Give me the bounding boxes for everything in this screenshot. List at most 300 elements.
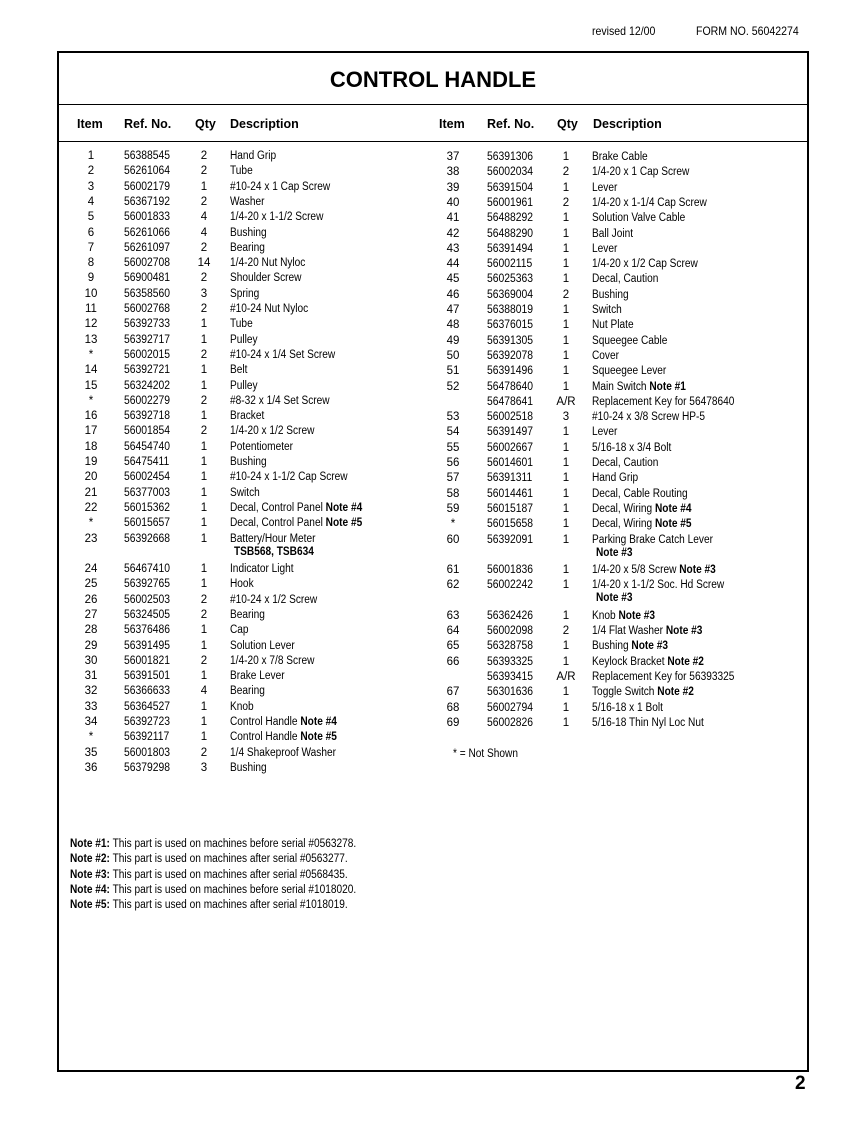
table-row [59,670,799,685]
item-number: 1 [87,150,95,162]
item-number: 30 [84,654,98,667]
table-row [59,227,799,242]
ref-number: 56002015 [124,348,171,361]
table-row [59,425,799,440]
note-reference: Note #5 [325,517,363,530]
ref-number: 56391497 [487,426,534,439]
ref-number: 56392117 [124,731,170,744]
ref-number: 56392765 [124,578,171,591]
quantity: 14 [197,257,211,270]
table-row [59,593,799,608]
note-reference: Note #3 [618,609,656,622]
quantity: 3 [562,411,570,424]
item-number: 24 [84,563,98,575]
item-number: 22 [84,501,98,514]
quantity: 4 [200,211,208,224]
ref-number: 56392733 [124,318,171,331]
description-text: 1/4-20 x 5/8 Screw [592,564,677,576]
item-number: 47 [446,304,460,316]
table-row [59,639,799,654]
description-text: Keylock Bracket [592,655,665,668]
note-reference: Note #4 [655,502,692,515]
quantity: 1 [562,304,570,316]
item-number: 49 [446,334,460,347]
ref-number: 56367192 [124,195,171,208]
table-row [59,196,799,211]
item-number: 57 [446,472,460,485]
item-number: 43 [446,242,460,255]
footnote [70,884,356,896]
description [592,242,617,257]
description-text: Brake Cable [592,151,648,163]
ref-number: 56393415 [487,671,534,683]
description-text: Tube [230,165,253,178]
ref-number: 56001854 [124,425,171,438]
quantity: 2 [200,394,208,407]
ref-number: 56391306 [487,151,534,163]
quantity: 2 [562,196,570,209]
ref-number: 56015362 [124,501,171,514]
ref-number: 56454740 [124,440,171,453]
ref-number: 56391496 [487,365,534,378]
quantity: 1 [562,472,570,485]
ref-number: 56002115 [487,258,533,271]
note-reference: Note #5 [300,731,337,744]
description-text: #10-24 x 1/2 Screw [230,593,318,606]
ref-number: 56324202 [124,379,171,392]
description-text: Knob [230,700,254,713]
description [592,395,734,410]
table-row [59,380,799,395]
description-text: Lever [592,242,618,255]
note-reference: Note #3 [679,564,716,576]
item-number: 6 [87,226,95,239]
ref-number: 56025363 [487,273,534,286]
item-number: 19 [84,456,98,468]
ref-number: 56377003 [124,486,171,499]
item-number: 62 [446,579,460,592]
description-text: Decal, Wiring [592,518,653,531]
table-row [59,609,799,624]
item-number: 36 [84,761,98,774]
quantity: 3 [200,761,208,774]
description [592,380,686,395]
quantity: 1 [200,364,208,377]
description [592,471,638,486]
quantity: 1 [562,212,570,225]
table-row [59,533,799,548]
table-row [59,364,799,379]
description-text: Cap [230,624,249,637]
description [592,303,622,318]
item-number: 8 [87,257,95,270]
description [592,456,658,471]
ref-number: 56001961 [487,196,534,209]
ref-number: 56002242 [487,579,534,592]
quantity: 1 [562,609,570,622]
description-text: Bearing [230,608,265,621]
ref-number: 56014461 [487,487,534,500]
quantity: 1 [562,655,570,668]
quantity: 1 [200,578,208,591]
quantity: 2 [562,166,570,179]
ref-number: 56488292 [487,212,534,225]
item-number: 55 [446,441,460,454]
description-text: Toggle Switch [592,686,655,699]
description-text: 1/4-20 x 1/2 Screw [230,425,315,438]
description-text: Knob [592,609,616,622]
table-row [59,563,799,578]
ref-number: 56392091 [487,533,534,546]
ref-number: 56015658 [487,518,534,531]
description [592,165,689,180]
ref-number: 56391495 [124,639,171,652]
description [592,609,655,624]
item-number: 69 [446,716,460,729]
column-header-item: Item [77,117,103,131]
column-header-qty-right: Qty [557,117,578,131]
description [592,670,734,685]
ref-number: 56015657 [124,517,171,530]
ref-number: 56366633 [124,685,171,698]
description [592,655,704,670]
quantity: 2 [200,593,208,606]
ref-number: 56391504 [487,181,534,194]
description-text: #10-24 x 1-1/2 Cap Screw [230,471,348,484]
item-number: 54 [446,426,460,439]
description [592,196,707,211]
quantity: 1 [200,410,208,423]
table-row [59,578,799,593]
column-header-description: Description [230,117,299,131]
description-text: Bushing [592,640,629,653]
ref-number: 56364527 [124,700,171,713]
description-text: Bearing [230,685,265,698]
ref-number: 56002794 [487,701,534,714]
table-row [59,165,799,180]
quantity: 2 [200,150,208,162]
description-text: Solution Lever [230,639,295,652]
description-text: Nut Plate [592,319,634,332]
ref-number: 56392668 [124,532,171,545]
item-number: 58 [446,487,460,500]
item-number: 12 [84,318,98,331]
description-text: Bushing [230,761,267,774]
footnote-text: This part is used on machines before serial #0563278. [112,838,357,850]
quantity: 1 [562,533,570,546]
description [592,685,694,700]
item-number: 5 [87,211,95,224]
ref-number: 56478640 [487,380,534,393]
quantity: 2 [200,608,208,621]
description-text: Bushing [230,456,267,468]
quantity: 1 [562,518,570,531]
item-number: 46 [446,288,460,301]
description-text: Washer [230,195,265,208]
quantity: 2 [200,241,208,254]
ref-number: 56002503 [124,593,171,606]
table-row [59,272,799,287]
item-number: 3 [87,180,95,193]
description [592,211,685,226]
quantity: 1 [562,334,570,347]
description-text: Switch [592,304,622,316]
ref-number: 56393325 [487,655,534,668]
description [592,441,671,456]
ref-number: 56002708 [124,257,171,270]
description-text: Pulley [230,333,258,346]
quantity: 1 [200,700,208,713]
ref-number: 56392078 [487,349,534,362]
item-number: 32 [84,685,98,698]
ref-number: 56001833 [124,211,171,224]
quantity: 1 [200,624,208,637]
table-row [59,456,799,471]
ref-number: 56379298 [124,761,171,774]
description-text: Bushing [592,288,629,301]
parts-list-frame [57,51,809,1072]
item-number: 10 [84,287,98,300]
item-number: 11 [85,303,97,315]
quantity: 2 [200,272,208,285]
quantity: 1 [562,181,570,194]
item-number: 21 [84,486,98,499]
description [592,150,648,165]
item-number: * [88,348,94,361]
description-text: #10-24 Nut Nyloc [230,303,309,315]
ref-number: 56392717 [124,333,171,346]
table-row [59,502,799,517]
note-reference: Note #1 [649,380,686,393]
table-row [59,349,799,364]
quantity: 1 [562,227,570,240]
quantity: 2 [562,288,570,301]
item-number: 42 [446,227,460,240]
quantity: 2 [200,425,208,438]
quantity: 3 [200,287,208,300]
ref-number: 56261064 [124,165,171,178]
table-row [59,761,799,776]
footnote-text: This part is used on machines after serial #0568435. [112,868,348,881]
description-text: Replacement Key for 56393325 [592,671,735,683]
description-continuation: TSB568, TSB634 [234,545,314,558]
item-number: 15 [84,379,98,392]
description-text: 1/4-20 Nut Nyloc [230,257,306,270]
quantity: 1 [200,318,208,331]
note-reference: Note #3 [665,625,703,638]
ref-number: 56002179 [124,180,171,193]
item-number: 18 [84,440,98,453]
description [592,410,705,425]
description-text: Main Switch [592,380,647,393]
footnote [70,899,348,911]
description-text: Squeegee Lever [592,365,667,378]
ref-number: 56261097 [124,241,171,254]
table-row [59,685,799,700]
description-text: Decal, Caution [592,273,659,286]
item-number: 64 [446,625,460,638]
description [592,624,702,639]
description-text: Tube [230,318,253,331]
description-text: Decal, Cable Routing [592,487,688,500]
description [592,349,619,364]
ref-number: 56001821 [124,654,171,667]
item-number: 31 [84,670,98,683]
description [592,334,667,349]
quantity: 1 [200,517,208,530]
item-number: 45 [446,273,460,286]
item-number: 68 [446,701,460,714]
ref-number: 56391305 [487,334,534,347]
title-divider [59,104,807,105]
item-number: 16 [84,410,98,423]
ref-number: 56475411 [124,456,170,468]
description-text: Belt [230,364,248,377]
footnote [70,838,356,850]
quantity: 1 [562,349,570,362]
item-number: 34 [84,716,98,728]
description-text: Hand Grip [592,472,639,485]
description [592,487,688,502]
table-row [59,655,799,670]
ref-number: 56358560 [124,287,171,300]
description [592,502,692,517]
item-number: * [88,731,94,744]
quantity: 2 [200,195,208,208]
description-text: Spring [230,287,260,300]
description-text: Battery/Hour Meter [230,532,316,545]
table-row [59,730,799,745]
quantity: 1 [200,670,208,683]
ref-number: 56002667 [487,441,534,454]
description-continuation: Note #3 [596,592,633,605]
item-number: 40 [446,196,460,209]
ref-number: 56001836 [487,564,534,576]
footnote [70,853,348,865]
quantity: 1 [562,273,570,286]
ref-number: 56392721 [124,364,171,377]
quantity: 4 [200,685,208,698]
item-number: 38 [446,166,460,179]
description-text: 1/4-20 x 1-1/4 Cap Screw [592,196,707,209]
quantity: 1 [562,502,570,515]
quantity: 2 [200,654,208,667]
ref-number: 56369004 [487,288,534,301]
description [230,761,267,776]
ref-number: 56002518 [487,411,534,424]
item-number: 63 [446,609,460,622]
description-text: Replacement Key for 56478640 [592,395,735,408]
quantity: 2 [200,746,208,759]
description-text: Lever [592,426,618,439]
quantity: 1 [200,639,208,652]
ref-number: 56391501 [124,670,171,683]
ref-number: 56002768 [124,303,171,315]
table-row [59,288,799,303]
page-title: CONTROL HANDLE [329,67,537,92]
ref-number: 56376015 [487,319,534,332]
ref-number: 56392718 [124,410,171,423]
not-shown-legend: * = Not Shown [453,748,518,760]
quantity: 1 [562,258,570,271]
ref-number: 56328758 [487,640,534,653]
footnote-text: This part is used on machines after serial #1018019. [112,899,348,912]
description [592,318,634,333]
description-text: 1/4 Shakeproof Washer [230,746,336,759]
ref-number: 56261066 [124,226,171,239]
description-text: Ball Joint [592,227,634,240]
note-reference: Note #4 [300,716,337,728]
table-row [59,303,799,318]
item-number: 52 [446,380,460,393]
footnote-label: Note #2: [70,853,110,866]
quantity: A/R [556,395,576,408]
footnote-label: Note #4: [70,883,110,896]
description-text: Decal, Wiring [592,502,653,515]
description-text: 1/4-20 x 1-1/2 Soc. Hd Screw [592,579,725,592]
description-text: 5/16-18 x 3/4 Bolt [592,441,672,454]
table-row [59,746,799,761]
item-number: 53 [446,411,460,424]
footnote-label: Note #3: [70,868,110,881]
table-row [59,334,799,349]
item-number: 41 [446,212,460,225]
note-reference: Note #3 [631,640,668,653]
description-text: Hook [230,578,254,591]
quantity: 1 [562,457,570,469]
ref-number: 56392723 [124,716,171,728]
item-number: 17 [84,425,98,438]
quantity: 1 [200,379,208,392]
item-number: 67 [446,686,460,699]
description-text: Parking Brake Catch Lever [592,533,713,546]
description [592,563,716,578]
ref-number: 56015187 [487,502,534,515]
description-text: 1/4 Flat Washer [592,625,664,638]
description-text: Bracket [230,410,265,423]
description [592,639,668,654]
ref-number: 56488290 [487,227,534,240]
description-text: 1/4-20 x 1-1/2 Screw [230,211,324,224]
table-row [59,181,799,196]
header-divider [59,141,807,142]
item-number: 51 [446,365,460,378]
description [592,701,663,716]
table-row [59,487,799,502]
page-number: 2 [795,1073,806,1094]
description-text: Squeegee Cable [592,334,668,347]
quantity: 1 [562,441,570,454]
table-row [59,150,799,165]
item-number: 9 [87,272,95,285]
item-number: 61 [446,564,460,576]
ref-number: 56900481 [124,272,171,285]
table-row [59,471,799,486]
quantity: 1 [200,731,208,744]
description [230,593,317,608]
description-text: Lever [592,181,618,194]
quantity: 1 [200,563,208,575]
description-text: Solution Valve Cable [592,212,686,225]
quantity: 2 [562,625,570,638]
table-row [59,624,799,639]
description-text: 5/16-18 Thin Nyl Loc Nut [592,716,704,729]
description [592,517,692,532]
ref-number: 56002279 [124,394,171,407]
quantity: 1 [562,487,570,500]
item-number: 33 [84,700,98,713]
note-reference: Note #5 [655,518,692,531]
